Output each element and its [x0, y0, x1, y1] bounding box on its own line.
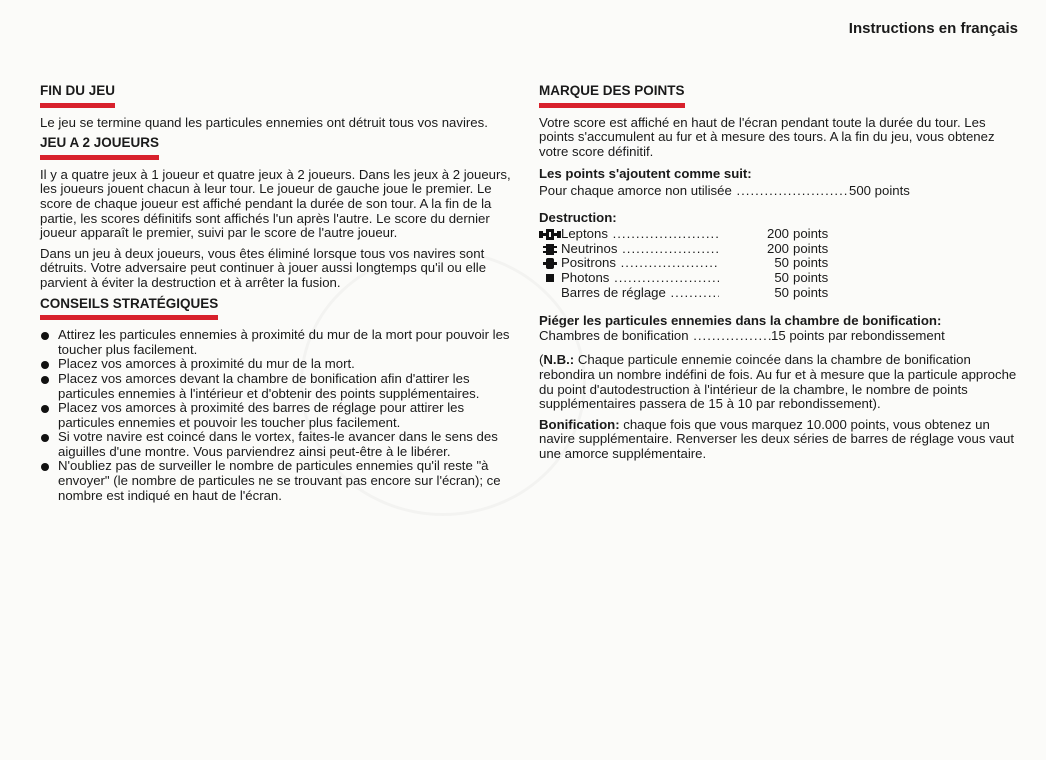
destruction-unit: points [793, 226, 829, 242]
destruction-value-positrons: 50 [774, 255, 789, 271]
destruction-row-photons [539, 271, 1017, 286]
pieger-heading: Piéger les particules ennemies dans la chambre de bonification: [539, 313, 942, 329]
destruction-row-neutrinos [539, 242, 1017, 257]
destruction-unit: points [793, 269, 829, 285]
destruction-label-photons: Photons ..... [561, 271, 719, 286]
destruction-value-neutrinos: 200 [766, 240, 789, 256]
left-column [40, 84, 518, 503]
destruction-unit: points [793, 284, 829, 300]
destruction-row-positrons [539, 256, 1017, 271]
points-subheading: Les points s'ajoutent comme suit: [539, 166, 752, 182]
neutrino-icon [539, 244, 561, 255]
heading-jeu-a-2-joueurs: JEU A 2 JOUEURS [40, 136, 159, 160]
amorce-label: Pour chaque amorce non utilisée ..... [539, 184, 849, 199]
destruction-unit: points [793, 255, 829, 271]
destruction-label-leptons: Leptons ..... [561, 227, 719, 242]
destruction-value-barres: 50 [774, 284, 789, 300]
jeu-a-2-paragraph-1: Il y a quatre jeux à 1 joueur et quatre jeux à 2 joueurs. Dans les jeux à 2 joueurs, les joueurs jouent chacun à leur tour. Le joueur de gauche joue le premier. Le score de chaque joueur est affiché pendant la durée de son tour. A la fin de la partie, les scores définitifs sont affichés l'un après l'autre. Le score du dernier joueur apparaît le premier, suivi par le score de l'autre joueur. [40, 166, 511, 241]
destruction-value-leptons: 200 [766, 226, 789, 242]
list-item: Placez vos amorces devant la chambre de bonification afin d'attirer les particules ennemies à l'intérieur et d'obtenir des points supplémentaires. [40, 372, 518, 401]
amorce-row [539, 184, 1017, 199]
nb-text: Chaque particule ennemie coincée dans la chambre de bonification rebondira un nombre indéfini de fois. Au fur et à mesure que la particule approche du point d'autodestruction à l'intérieur de la chambre, le nombre de points supplémentaires passera de 15 à 10 par rebondissement). [539, 352, 1017, 412]
nb-label: N.B.: [543, 352, 575, 368]
lepton-icon [539, 229, 561, 240]
positron-icon [539, 258, 561, 269]
destruction-row-leptons [539, 227, 1017, 242]
destruction-unit: points [793, 240, 829, 256]
list-item: Placez vos amorces à proximité du mur de la mort. [40, 357, 518, 372]
destruction-label-neutrinos: Neutrinos ..... [561, 242, 719, 257]
marque-intro: Votre score est affiché en haut de l'écran pendant toute la durée du tour. Les points s'accumulent au fur et à mesure des tours. A la fin du jeu, vous obtenez votre score définitif. [539, 114, 995, 159]
conseils-list [40, 328, 518, 503]
jeu-a-2-paragraph-2: Dans un jeu à deux joueurs, vous êtes éliminé lorsque tous vos navires sont détruits. Votre adversaire peut continuer à jouer aussi longtemps qu'il ou elle parvient à éviter la destruction et à arrêter la fusion. [40, 245, 487, 290]
bonification-label: Bonification: [539, 416, 620, 432]
destruction-label-barres: Barres de réglage ..... [561, 286, 719, 301]
chambres-value: 15 points par rebondissement [771, 327, 945, 343]
amorce-value: 500 points [849, 182, 910, 198]
photon-icon [539, 273, 561, 283]
chambres-row [539, 329, 1017, 344]
heading-fin-du-jeu: FIN DU JEU [40, 84, 115, 108]
heading-conseils-strategiques: CONSEILS STRATÉGIQUES [40, 297, 218, 321]
list-item: Si votre navire est coincé dans le vortex, faites-le avancer dans le sens des aiguilles d'une montre. Vous parviendrez ainsi peut-être à le libérer. [40, 430, 518, 459]
destruction-row-barres [539, 286, 1017, 301]
chambres-label: Chambres de bonification ..... [539, 329, 771, 344]
destruction-label: Destruction: [539, 209, 617, 225]
nb-paragraph: (N.B.: Chaque particule ennemie coincée dans la chambre de bonification rebondira un nombre indéfini de fois. Au fur et à mesure que la particule approche du point d'autodestruction à l'intérieur de la chambre, le nombre de points supplémentaires passera de 15 à 10 par rebondissement). [539, 352, 1017, 412]
list-item: N'oubliez pas de surveiller le nombre de particules ennemies qu'il reste "à envoyer" (le nombre de particules ne se trouvant pas encore sur l'écran); ce nombre est indiqué en haut de l'écran. [40, 459, 518, 503]
list-item: Attirez les particules ennemies à proximité du mur de la mort pour pouvoir les toucher plus facilement. [40, 328, 518, 357]
destruction-value-photons: 50 [774, 269, 789, 285]
bonification-paragraph [539, 418, 1017, 462]
bonification-text: chaque fois que vous marquez 10.000 points, vous obtenez un navire supplémentaire. Renverser les deux séries de barres de réglage vous vaut une amorce supplémentaire. [539, 416, 1015, 461]
fin-du-jeu-text: Le jeu se termine quand les particules ennemies ont détruit tous vos navires. [40, 114, 488, 130]
heading-marque-des-points: MARQUE DES POINTS [539, 84, 685, 108]
destruction-label-positrons: Positrons ..... [561, 256, 719, 271]
page-header: Instructions en français [848, 20, 1018, 37]
list-item: Placez vos amorces à proximité des barres de réglage pour attirer les particules ennemies et pouvoir les toucher plus facilement. [40, 401, 518, 430]
right-column [539, 84, 1017, 467]
